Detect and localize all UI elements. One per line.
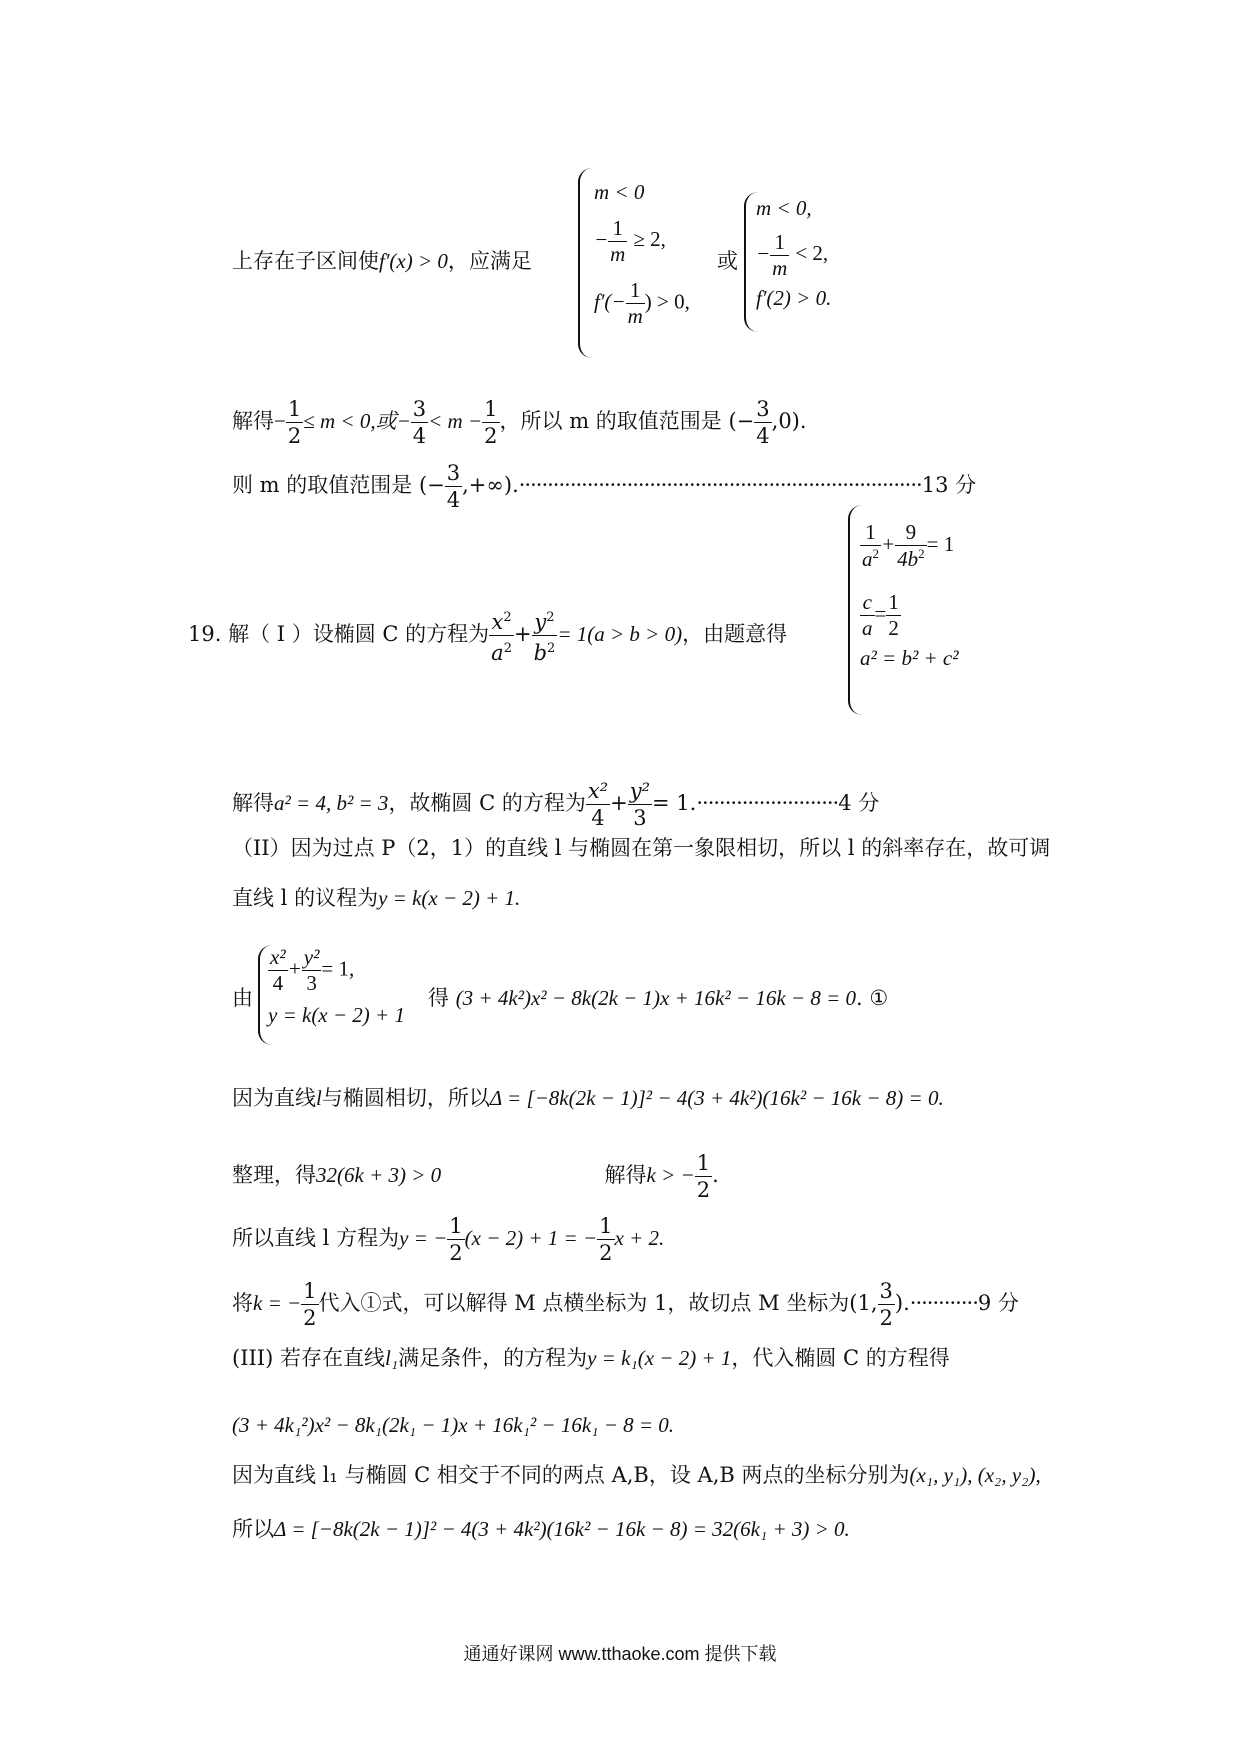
den: m [610,242,626,266]
num: 3 [446,461,461,485]
t: − [756,241,771,266]
formula: (3 + 4k₁²)x² − 8k₁(2k₁ − 1)x + 16k₁² − 16k₁ − 8 = 0. [232,1413,675,1437]
t: . [712,1163,719,1187]
score: 9 分 [977,1291,1019,1315]
num: 9 [905,520,917,544]
t: + [610,791,628,815]
fraction [626,278,645,329]
sys3-row2 [860,590,959,646]
line-11 [232,1278,1019,1331]
den: 2 [287,424,302,448]
num: 1 [303,1279,317,1303]
num: 3 [879,1279,893,1303]
fraction [608,216,627,267]
num: 3 [756,397,770,421]
brace-1 [578,168,592,358]
den: 2 [303,1306,317,1330]
t: ，由题意得 [682,622,788,646]
num: 1 [449,1214,463,1238]
den: 4 [268,970,288,996]
line-3 [232,460,976,513]
fraction: $\frac{9}{4b^2}$ [897,520,925,571]
sys2-row2 [756,230,831,286]
sys1-row3 [594,278,690,329]
fraction [886,590,901,641]
t: 所以 [232,1517,274,1541]
t: 所以直线 l 方程为 [232,1226,400,1250]
num: 1 [696,1151,711,1175]
num: x [491,610,504,634]
fraction [586,778,610,831]
line-12 [232,1345,950,1371]
t: = 1(a > b > 0) [557,622,683,646]
fraction: $\frac{y^2}{b^2}$ [533,610,556,665]
score: 13 分 [921,473,977,497]
leader-dots: ························· [696,791,839,815]
fraction [695,1150,712,1203]
fraction: $\frac{x^2}{a^2}$ [491,610,512,665]
t: + [513,622,532,646]
question-number: 19. [188,622,222,646]
den: 4b [897,547,919,571]
t: k = − [253,1291,302,1315]
formula: y = k₁(x − 2) + 1 [587,1346,732,1370]
t: + [287,956,302,981]
num: 1 [612,216,623,240]
line-13 [232,1412,674,1438]
den: m [772,256,788,280]
t: + [881,531,896,556]
t: = 1 [926,531,955,556]
fraction [878,1278,895,1331]
t: y = − [399,1226,448,1250]
text: 上存在子区间使 [232,249,379,273]
fraction [628,778,652,831]
t: 将 [232,1291,253,1315]
line-14 [232,1462,1041,1488]
leader-dots: ············ [909,1291,978,1315]
or-text: 或 [717,249,738,273]
den: a [862,547,873,571]
line-8 [232,1085,944,1111]
den: 2 [888,616,899,640]
text: ，应满足 [447,249,532,273]
t: < 2, [795,241,829,266]
sys4-row1 [268,945,405,1003]
line-10 [232,1213,664,1266]
num: 1 [629,278,641,302]
line-4 [232,778,879,831]
t: < m − [428,409,483,433]
num: y² [303,945,320,969]
num: 1 [774,230,785,254]
den: m [627,304,643,328]
den: 2 [449,1241,463,1265]
t: ≤ m < 0,或− [303,409,411,433]
t: 得 [428,986,449,1010]
system-3 [860,520,959,671]
leader-dots: ······································································· [518,473,922,497]
t: ). [894,1291,910,1315]
formula: f′(x) > 0 [379,249,448,273]
den: 2 [599,1241,613,1265]
score: 4 分 [838,791,880,815]
fraction [754,396,771,449]
den: 3 [302,970,322,996]
t: ，所以 m 的取值范围是 (− [499,409,755,433]
t: 满足条件，的方程为 [398,1346,588,1370]
t: x + 2. [614,1226,665,1250]
t: . ① [856,986,889,1010]
sys1-row1: m < 0 [594,180,645,204]
line-1 [232,248,532,274]
sys3-row3: a² = b² + c² [860,646,959,670]
den: 3 [628,804,652,831]
num: 3 [412,397,427,421]
fraction [447,1213,464,1266]
or-label [717,248,738,274]
fraction [411,396,428,449]
num: 1 [865,520,876,544]
line-5 [232,835,1050,861]
t: − [274,409,286,433]
formula: (3 + 4k²)x² − 8k(2k − 1)x + 16k² − 16k − 8 = 0 [455,986,856,1010]
t: − [594,227,609,252]
den: 4 [586,804,610,831]
line-7 [428,985,888,1011]
num: x² [270,945,286,969]
num: y² [629,779,651,803]
formula: 32(6k + 3) > 0 [316,1163,442,1187]
t: 因为直线 [232,1086,316,1110]
t: 解得 [604,1163,647,1187]
num: 1 [287,397,302,421]
t: f′(− [594,289,626,314]
t: (x − 2) + 1 = − [464,1226,598,1250]
system-4 [268,945,405,1028]
fraction [268,945,288,996]
fraction [860,590,875,641]
den: 4 [756,424,770,448]
t: ，代入椭圆 C 的方程得 [731,1346,950,1370]
num: c [862,590,872,614]
num: x² [587,779,609,803]
fraction [482,396,499,449]
num: y [534,610,547,634]
t: 直线 l 的议程为 [232,886,379,910]
fraction [445,460,462,513]
line-6 [232,885,520,911]
page-footer: 通通好课网 www.tthaoke.com 提供下载 [463,1644,777,1664]
line-2 [232,396,807,449]
t: (1, [849,1291,878,1315]
t: 解（ I ）设椭圆 C 的方程为 [228,622,490,646]
formula: Δ = [−8k(2k − 1)]² − 4(3 + 4k²)(16k² − 16k − 8) = 32(6k₁ + 3) > 0. [274,1517,850,1541]
system-2 [756,196,831,311]
t: a² = 4, b² = 3 [274,791,389,815]
line-7-pre [232,985,253,1011]
t: 整理，得 [232,1163,316,1187]
sys1-row2 [594,216,690,278]
q19-line [188,605,787,666]
den: b [533,641,548,665]
t: 由 [232,986,253,1010]
den: 2 [696,1178,711,1202]
t: = 1. [652,791,697,815]
t: ,0). [771,409,807,433]
t: ) > 0, [644,289,690,314]
t: ,+∞). [462,473,519,497]
den: 2 [879,1306,893,1330]
t: 因为直线 l₁ 与椭圆 C 相交于不同的两点 A,B，设 A,B 两点的坐标分别为 [232,1463,910,1487]
t: 解得 [232,409,274,433]
den: a [862,616,873,640]
t: 与椭圆相切，所以 [321,1086,490,1110]
formula: Δ = [−8k(2k − 1)]² − 4(3 + 4k²)(16k² − 16k − 8) = 0. [489,1086,944,1110]
t: l [316,1086,322,1110]
fraction [597,1213,614,1266]
fraction [286,396,303,449]
formula: (x₁, y₁), (x₂, y₂), [909,1463,1041,1487]
t: l₁ [384,1346,399,1370]
num: 1 [484,397,498,421]
den: a [491,641,504,665]
t: = [874,601,887,626]
den: 2 [484,424,498,448]
line-9 [232,1150,719,1203]
t: = 1, [321,956,355,981]
num: 1 [599,1214,613,1238]
fraction [302,945,322,996]
sys3-row1 [860,520,959,590]
t: ，故椭圆 C 的方程为 [388,791,586,815]
fraction [301,1278,318,1331]
t: 解得 [232,791,274,815]
num: 1 [888,590,899,614]
den: 4 [446,488,461,512]
t: y = k(x − 2) + 1. [378,886,521,910]
system-1 [594,180,690,329]
t: (III) 若存在直线 [232,1346,385,1370]
den: 4 [412,424,427,448]
t: （II）因为过点 P（2，1）的直线 l 与椭圆在第一象限相切，所以 l 的斜率存在，故可调 [232,836,1051,860]
t: 代入①式，可以解得 M 点横坐标为 1，故切点 M 坐标为 [318,1291,850,1315]
fraction: $\frac{1}{a^2}$ [862,520,879,571]
fraction [770,230,789,281]
sys2-row1: m < 0, [756,196,812,220]
t: k > − [646,1163,695,1187]
sys2-row3: f′(2) > 0. [756,286,832,310]
sys4-row2: y = k(x − 2) + 1 [268,1003,405,1027]
t: ≥ 2, [633,227,666,252]
t: 则 m 的取值范围是 (− [232,473,445,497]
line-15 [232,1516,850,1542]
